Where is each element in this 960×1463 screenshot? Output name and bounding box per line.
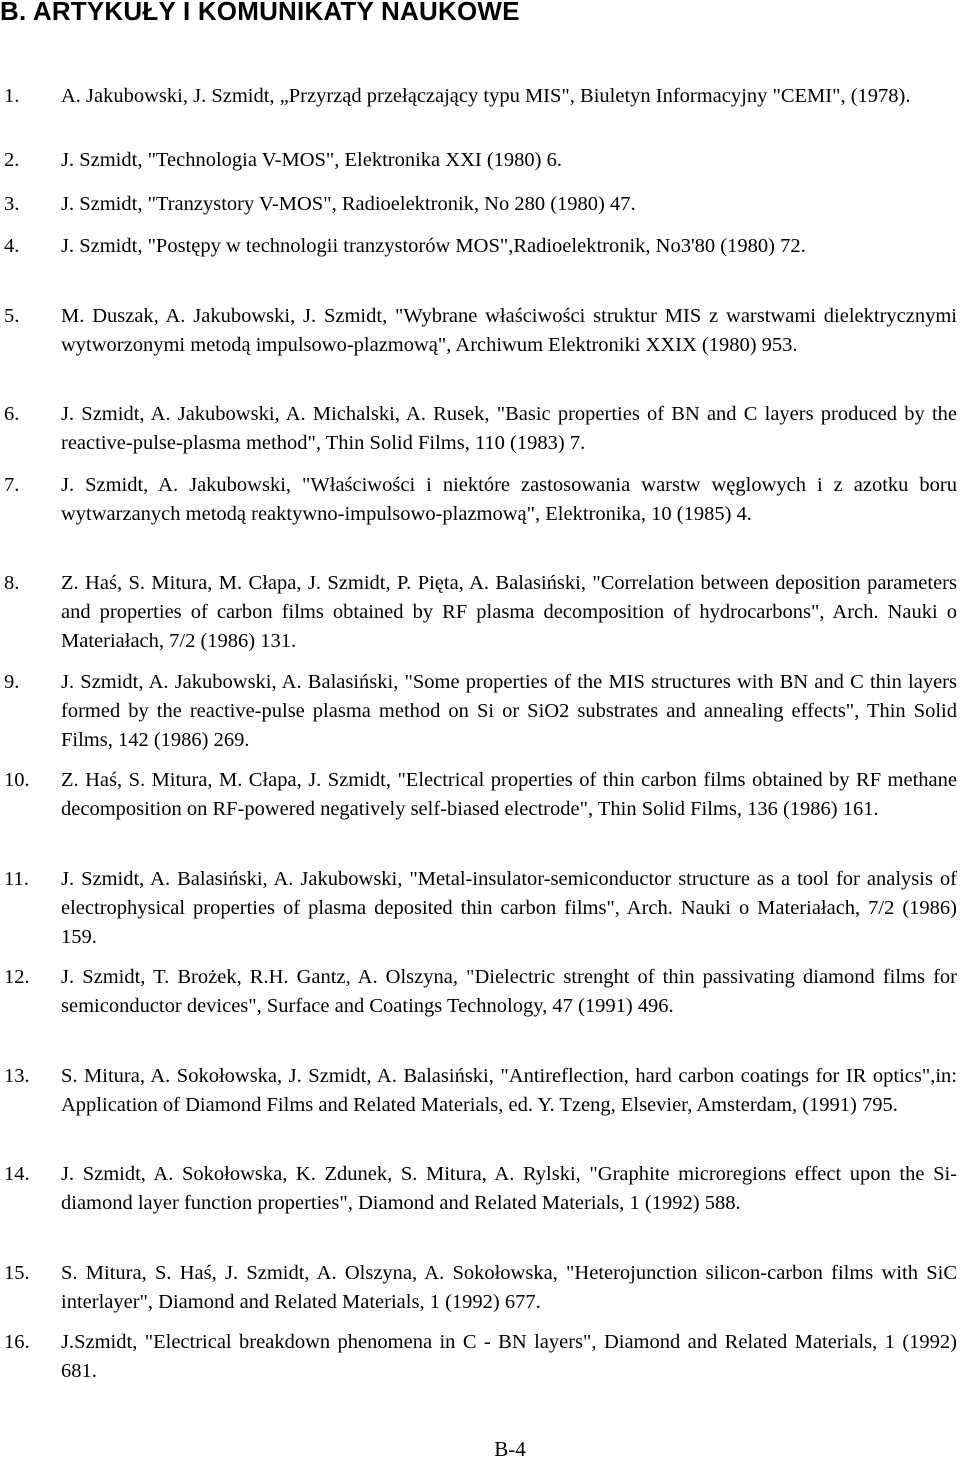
reference-text: J. Szmidt, "Tranzystory V-MOS", Radioelektronik, No 280 (1980) 47.	[61, 193, 636, 215]
reference-text: J. Szmidt, A. Jakubowski, A. Michalski, A. Rusek, "Basic properties of BN and C layers produced by the reactive-pulse-plasma method", Thin Solid Films, 110 (1983) 7.	[61, 403, 957, 454]
reference-text: J.Szmidt, "Electrical breakdown phenomena in C - BN layers", Diamond and Related Materials, 1 (1992) 681.	[61, 1331, 957, 1382]
reference-number: 10.	[4, 769, 30, 791]
reference-number: 11.	[4, 868, 29, 890]
reference-number: 14.	[4, 1163, 30, 1185]
reference-number: 16.	[4, 1331, 30, 1353]
reference-number: 9.	[4, 671, 20, 693]
reference-text: J. Szmidt, A. Balasiński, A. Jakubowski, "Metal-insulator-semiconductor structure as a tool for analysis of electrophysical properties of plasma deposited thin carbon films", Arch. Nauki o Materiałach, 7/2 (1986) 159.	[61, 868, 957, 948]
reference-text: J. Szmidt, "Technologia V-MOS", Elektronika XXI (1980) 6.	[61, 149, 562, 171]
reference-number: 15.	[4, 1262, 30, 1284]
reference-text: Z. Haś, S. Mitura, M. Cłapa, J. Szmidt, "Electrical properties of thin carbon films obtained by RF methane decomposition on RF-powered negatively self-biased electrode", Thin Solid Films, 136 (1986) 161.	[61, 769, 957, 820]
reference-text: J. Szmidt, A. Jakubowski, "Właściwości i niektóre zastosowania warstw węglowych i z azotku boru wytwarzanych metodą reaktywno-impulsowo-plazmową", Elektronika, 10 (1985) 4.	[61, 474, 957, 525]
reference-number: 1.	[4, 85, 20, 107]
reference-text: J. Szmidt, A. Sokołowska, K. Zdunek, S. Mitura, A. Rylski, "Graphite microregions effect upon the Si-diamond layer function properties", Diamond and Related Materials, 1 (1992) 588.	[61, 1163, 957, 1214]
reference-text: S. Mitura, A. Sokołowska, J. Szmidt, A. Balasiński, "Antireflection, hard carbon coatings for IR optics",in: Application of Diamond Films and Related Materials, ed. Y. Tzeng, Elsevier, Amsterdam, (1991) 795.	[61, 1065, 957, 1116]
reference-number: 12.	[4, 966, 30, 988]
reference-text: A. Jakubowski, J. Szmidt, „Przyrząd przełączający typu MIS", Biuletyn Informacyjny "CEMI", (1978).	[61, 85, 911, 107]
reference-number: 8.	[4, 572, 20, 594]
reference-number: 13.	[4, 1065, 30, 1087]
reference-text: J. Szmidt, A. Jakubowski, A. Balasiński, "Some properties of the MIS structures with BN and C thin layers formed by the reactive-pulse plasma method on Si or SiO2 substrates and annealing effects", Thin Solid Films, 142 (1986) 269.	[61, 671, 957, 751]
section-heading: B. ARTYKUŁY I KOMUNIKATY NAUKOWE	[0, 0, 520, 26]
reference-text: S. Mitura, S. Haś, J. Szmidt, A. Olszyna, A. Sokołowska, "Heterojunction silicon-carbon films with SiC interlayer", Diamond and Related Materials, 1 (1992) 677.	[61, 1262, 957, 1313]
reference-text: M. Duszak, A. Jakubowski, J. Szmidt, "Wybrane właściwości struktur MIS z warstwami dielektrycznymi wytworzonymi metodą impulsowo-plazmową", Archiwum Elektroniki XXIX (1980) 953.	[61, 305, 957, 356]
reference-number: 4.	[4, 235, 20, 257]
reference-text: J. Szmidt, "Postępy w technologii tranzystorów MOS",Radioelektronik, No3'80 (1980) 72.	[61, 235, 806, 257]
reference-number: 7.	[4, 474, 20, 496]
page-number: B-4	[494, 1437, 526, 1461]
reference-text: Z. Haś, S. Mitura, M. Cłapa, J. Szmidt, P. Pięta, A. Balasiński, "Correlation between deposition parameters and properties of carbon films obtained by RF plasma decomposition of hydrocarbons", Arch. Nauki o Materiałach, 7/2 (1986) 131.	[61, 572, 957, 652]
reference-number: 5.	[4, 305, 20, 327]
reference-number: 6.	[4, 403, 20, 425]
reference-number: 3.	[4, 193, 20, 215]
reference-text: J. Szmidt, T. Brożek, R.H. Gantz, A. Olszyna, "Dielectric strenght of thin passivating diamond films for semiconductor devices", Surface and Coatings Technology, 47 (1991) 496.	[61, 966, 957, 1017]
reference-number: 2.	[4, 149, 20, 171]
